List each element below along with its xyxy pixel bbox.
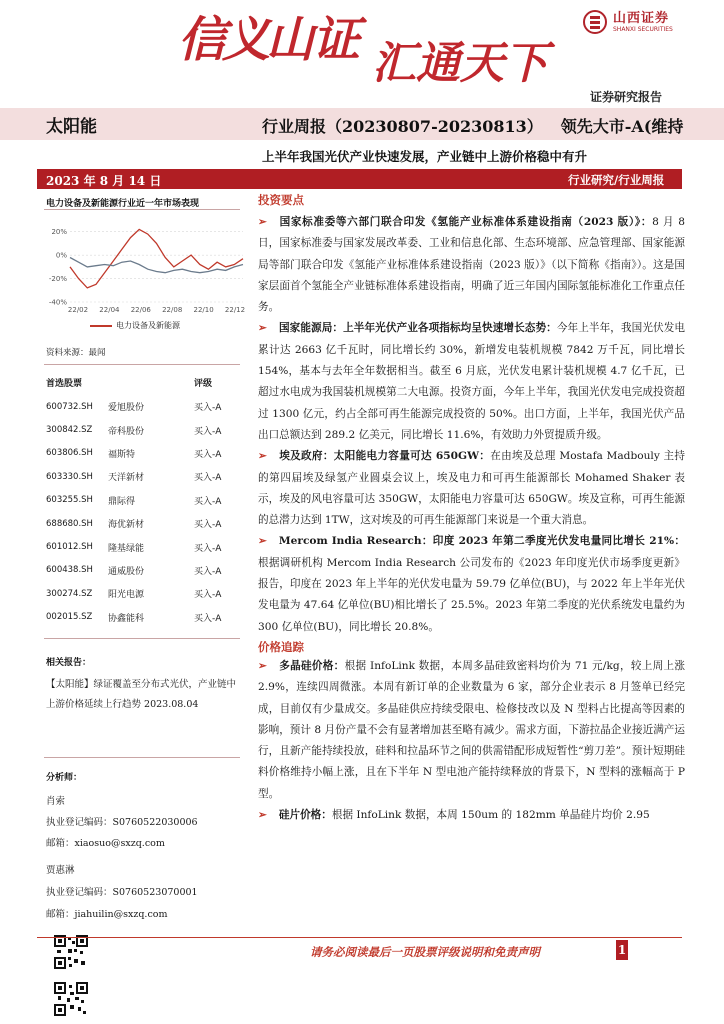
- investment-highlights-heading: 投资要点: [258, 193, 304, 207]
- divider: [44, 638, 240, 639]
- price-body: 根据 InfoLink 数据，本周多晶硅致密料均价为 71 元/kg，较上周上涨 2.9%，连续四周微涨。本周有新订单的企业数量为 6 家，部分企业表示 8 月签单已经完成，目前仅有少量成交。多晶硅供应持续受限电、检修技改以及 N 型料占比提高等因素的影响，预计 8 月份产量不会有显著增加甚至略有减少。需求方面，下游拉晶企业接近满产运行，且新产能持续投放，硅料和拉晶环节之间的供需错配形成短暂性“剪刀差”。预计短期硅料价格维持小幅上涨，且在下半年 N 型电池产能持续释放的背景下，N 型料的涨幅高于 P 型。: [258, 659, 685, 800]
- news-paragraph: [258, 531, 685, 637]
- stock-name: 福斯特: [108, 449, 136, 460]
- main-content: [258, 192, 685, 826]
- price-body: 根据 InfoLink 数据，本周 150um 的 182mm 单晶硅片均价 2.95: [331, 809, 650, 822]
- news-body: 8 月 8 日，国家标准委与国家发展改革委、工业和信息化部、生态环境部、应急管理部、国家能源局等部门联合印发《氢能产业标准体系建设指南（2023 版）》（以下简称《指南》）。这是国家层面首个氢能全产业链标准体系建设指南，明确了近三年国内国际氢能标准化工作重点任务。: [258, 216, 685, 314]
- y-tick-label: 20%: [51, 228, 67, 237]
- stock-rating: 买入-A: [194, 566, 222, 577]
- stock-rating: 买入-A: [194, 590, 222, 601]
- analyst-cert: 执业登记编码：S0760522030006: [46, 817, 198, 828]
- x-tick-label: 22/08: [162, 306, 183, 314]
- stock-name: 爱旭股份: [108, 403, 145, 414]
- series-line: [70, 258, 243, 273]
- divider: [44, 364, 240, 365]
- related-report-link[interactable]: 【太阳能】绿证覆盖至分布式光伏，产业链中上游价格延续上行趋势 2023.08.04: [46, 679, 237, 710]
- price-tracking-heading: 价格追踪: [258, 639, 304, 654]
- stock-name: 隆基绿能: [108, 543, 145, 554]
- slogan-char: 义: [222, 12, 271, 68]
- report-type: 证券研究报告: [590, 90, 663, 104]
- page-number: 1: [616, 940, 628, 960]
- header-stock: 首选股票: [46, 379, 83, 389]
- y-tick-label: -40%: [48, 298, 67, 307]
- chart-series: [70, 229, 243, 288]
- company-logo: [583, 8, 673, 36]
- market-performance-chart: [38, 212, 248, 327]
- weekly-title: [262, 114, 683, 137]
- analyst-name: 贾惠淋: [46, 865, 75, 876]
- news-paragraph: [258, 212, 685, 318]
- stock-code: 600438.SH: [46, 565, 93, 576]
- price-paragraph: [258, 805, 685, 826]
- news-body: 根据调研机构 Mercom India Research 公司发布的《2023 年印度光伏市场季度更新》报告，印度在 2023 年上半年的光伏发电量为 59.79 亿单位(BU)，与 2022 年上半年光伏发电量为 47.64 亿单位(BU)相比增长了 25.5%。2023 年第二季度的光伏系统发电量约为 300 亿单位(BU)，同比增长 20.8%。: [258, 556, 685, 633]
- stock-rating: 买入-A: [194, 473, 222, 484]
- arrow-bullet-icon: ➢: [258, 535, 267, 548]
- table-row: [46, 582, 236, 605]
- news-paragraph: [258, 318, 685, 446]
- stock-code: 300842.SZ: [46, 425, 93, 436]
- stock-rating: 买入-A: [194, 520, 222, 531]
- table-row: [46, 442, 236, 465]
- stock-name: 天洋新材: [108, 473, 145, 484]
- table-row: [46, 465, 236, 488]
- header-rating: 评级: [194, 379, 213, 389]
- chart-x-ticks: [68, 306, 245, 314]
- news-title: 埃及政府：太阳能电力容量可达 650GW：: [278, 450, 491, 463]
- price-title: 多晶硅价格：: [278, 659, 345, 672]
- arrow-bullet-icon: ➢: [258, 450, 267, 463]
- price-title: 硅片价格：: [278, 809, 332, 822]
- stock-rating: 买入-A: [194, 543, 222, 554]
- x-tick-label: 22/02: [67, 306, 89, 314]
- x-tick-label: 22/04: [99, 306, 120, 314]
- news-title: 国家能源局：上半年光伏产业各项指标均呈快速增长态势：: [278, 322, 557, 335]
- x-tick-label: 22/12: [224, 306, 246, 314]
- stock-name: 鼎际得: [108, 496, 136, 507]
- stock-name: 阳光电源: [108, 590, 145, 601]
- analyst-name: 肖索: [46, 796, 66, 807]
- arrow-bullet-icon: ➢: [258, 322, 267, 335]
- stock-code: 603330.SH: [46, 471, 93, 482]
- slogan-char: 天: [460, 38, 504, 86]
- news-body: 在由埃及总理 Mostafa Madbouly 主持的第四届埃及绿氢产业圆桌会议上，埃及电力和可再生能源部长 Mohamed Shaker 表示，埃及的风电容量可达 350GW，太阳能电力容量可达 650GW。埃及宣称，可再生能源的总潜力达到 1TW，这对埃及的可再生能源部门来说是一个重大消息。: [258, 450, 685, 527]
- stock-name: 帝科股份: [108, 426, 145, 437]
- table-header-row: [46, 376, 236, 395]
- footer-disclaimer: 请务必阅读最后一页股票评级说明和免责声明: [310, 945, 540, 959]
- slogan-char: 信: [178, 12, 227, 68]
- series-line: [70, 229, 243, 288]
- table-row: [46, 606, 236, 629]
- stock-code: 603255.SH: [46, 495, 93, 506]
- logo-en: SHANXI SECURITIES: [613, 25, 673, 33]
- table-row: [46, 512, 236, 535]
- chart-grid: [70, 232, 243, 302]
- weekly-label: 行业周报（20230807-20230813）: [262, 117, 543, 136]
- legend-swatch: [90, 325, 112, 327]
- news-title: 国家标准委等六部门联合印发《氢能产业标准体系建设指南（2023 版）》：: [278, 216, 653, 228]
- x-tick-label: 22/10: [193, 306, 214, 314]
- qr-code-icon: [54, 935, 88, 969]
- logo-text: [613, 12, 673, 33]
- slogan-char: 汇: [372, 38, 416, 86]
- slogan-banner: [178, 6, 558, 86]
- table-row: [46, 535, 236, 558]
- table-row: [46, 559, 236, 582]
- preferred-stocks-table: [46, 376, 236, 629]
- y-tick-label: -20%: [48, 275, 67, 284]
- y-tick-label: 0%: [55, 251, 67, 260]
- stock-code: 300274.SZ: [46, 588, 93, 599]
- divider: [44, 757, 240, 758]
- analyst-cert: 执业登记编码：S0760523070001: [46, 887, 198, 898]
- stock-rating: 买入-A: [194, 403, 222, 414]
- industry-name: 太阳能: [46, 117, 97, 137]
- chart-title: 电力设备及新能源行业近一年市场表现: [46, 199, 200, 209]
- arrow-bullet-icon: ➢: [258, 809, 267, 822]
- analyst-email[interactable]: 邮箱：jiahuilin@sxzq.com: [46, 909, 168, 920]
- report-category: 行业研究/行业周报: [568, 173, 665, 187]
- arrow-bullet-icon: ➢: [258, 659, 267, 672]
- chart-y-ticks: [49, 228, 67, 306]
- stock-name: 海优新材: [108, 520, 145, 531]
- price-paragraph: [258, 656, 685, 805]
- report-subtitle: 上半年我国光伏产业快速发展，产业链中上游价格稳中有升: [262, 149, 588, 164]
- stock-code: 601012.SH: [46, 542, 93, 553]
- news-body: 今年上半年，我国光伏发电累计达 2663 亿千瓦时，同比增长约 30%，新增发电装机规模 7842 万千瓦，同比增长 154%，基本与去年全年数据相当。截至 6 月底，光伏发电累计装机规模 4.7 亿千瓦，已超过水电成为我国装机规模第二大电源。投资方面，今年上半年，我国光伏发电完成投资超过 1300 亿元，约占全部可再生能源完成投资的 50%。出口方面，上半年，我国光伏产品出口总额达到 289.2 亿美元，同比增长 11.6%，有效助力外贸提质升级。: [258, 322, 686, 441]
- stock-name: 协鑫能科: [108, 613, 145, 624]
- stock-code: 002015.SZ: [46, 612, 93, 623]
- slogan-char: 下: [504, 38, 548, 86]
- news-paragraph: [258, 446, 685, 531]
- footer-divider: [37, 937, 682, 938]
- legend-label: 电力设备及新能源: [116, 321, 180, 330]
- qr-code-icon: [54, 982, 88, 1016]
- table-row: [46, 395, 236, 418]
- stock-rating: 买入-A: [194, 449, 222, 460]
- header-blank: [106, 376, 194, 395]
- stock-code: 603806.SH: [46, 448, 93, 459]
- slogan-char: 通: [416, 38, 460, 86]
- analysts-heading: 分析师：: [46, 773, 83, 783]
- x-tick-label: 22/06: [130, 306, 151, 314]
- stock-name: 通威股份: [108, 566, 145, 577]
- stock-rating: 买入-A: [194, 426, 222, 437]
- related-reports-heading: 相关报告：: [46, 658, 92, 668]
- divider: [44, 209, 240, 210]
- stock-code: 600732.SH: [46, 401, 93, 412]
- stock-rating: 买入-A: [194, 496, 222, 507]
- news-title: Mercom India Research：印度 2023 年第二季度光伏发电量同比增长 21%：: [278, 535, 685, 548]
- logo-mark-icon: [583, 10, 607, 34]
- report-date: 2023 年 8 月 14 日: [46, 174, 162, 188]
- rating-label: 领先大市-A(维持: [560, 117, 684, 136]
- analyst-email[interactable]: 邮箱：xiaosuo@sxzq.com: [46, 838, 165, 849]
- arrow-bullet-icon: ➢: [258, 216, 267, 228]
- table-row: [46, 489, 236, 512]
- logo-cn: 山西证券: [613, 10, 670, 26]
- stock-rating: 买入-A: [194, 613, 222, 624]
- data-source: 资料来源：最闻: [46, 348, 106, 358]
- slogan-char: 证: [312, 12, 361, 68]
- table-row: [46, 418, 236, 441]
- slogan-char: 山: [266, 12, 315, 68]
- stock-code: 688680.SH: [46, 518, 93, 529]
- chart-legend: [90, 320, 180, 331]
